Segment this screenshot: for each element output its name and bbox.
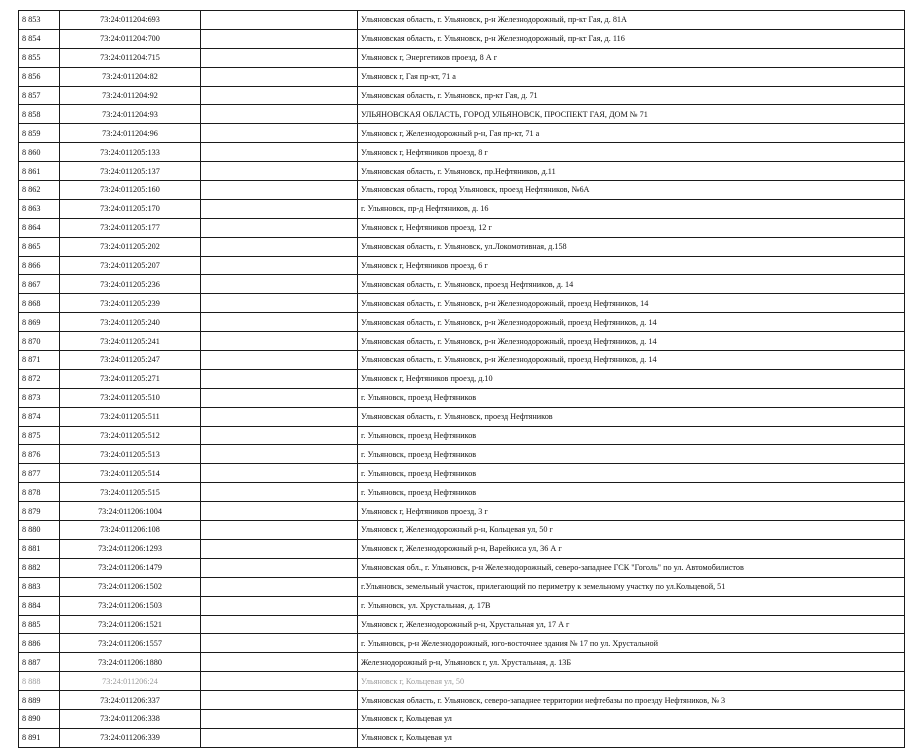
row-number-cell: 8 879 — [19, 502, 60, 521]
address-cell: Ульяновская область, г. Ульяновск, р-н Железнодорожный, пр-кт Гая, д. 116 — [358, 29, 905, 48]
table-body — [19, 11, 905, 748]
row-number-cell: 8 853 — [19, 11, 60, 30]
empty-cell — [201, 634, 358, 653]
table-row — [19, 596, 905, 615]
row-number-cell: 8 877 — [19, 464, 60, 483]
table-row — [19, 558, 905, 577]
row-number-cell: 8 880 — [19, 521, 60, 540]
cadastral-number-cell: 73:24:011205:137 — [60, 162, 201, 181]
empty-cell — [201, 426, 358, 445]
table-row — [19, 502, 905, 521]
row-number-cell: 8 863 — [19, 199, 60, 218]
address-cell: г. Ульяновск, проезд Нефтяников — [358, 426, 905, 445]
empty-cell — [201, 162, 358, 181]
address-cell: Ульяновск г, Железнодорожный р-н, Варейкиса ул, 36 А г — [358, 539, 905, 558]
address-cell: Ульяновская область, г. Ульяновск, ул.Локомотивная, д.158 — [358, 237, 905, 256]
cadastral-number-cell: 73:24:011205:512 — [60, 426, 201, 445]
address-cell: г. Ульяновск, ул. Хрустальная, д. 17В — [358, 596, 905, 615]
cadastral-number-cell: 73:24:011206:1503 — [60, 596, 201, 615]
table-row — [19, 181, 905, 200]
empty-cell — [201, 313, 358, 332]
table-row — [19, 48, 905, 67]
row-number-cell: 8 866 — [19, 256, 60, 275]
empty-cell — [201, 67, 358, 86]
table-row — [19, 577, 905, 596]
empty-cell — [201, 143, 358, 162]
cadastral-number-cell: 73:24:011206:1521 — [60, 615, 201, 634]
address-cell: Ульяновская область, г. Ульяновск, проезд Нефтяников, д. 14 — [358, 275, 905, 294]
empty-cell — [201, 11, 358, 30]
table-row — [19, 483, 905, 502]
table-row — [19, 162, 905, 181]
empty-cell — [201, 369, 358, 388]
table-row — [19, 237, 905, 256]
row-number-cell: 8 891 — [19, 728, 60, 747]
cadastral-number-cell: 73:24:011205:177 — [60, 218, 201, 237]
cadastral-register-table — [18, 10, 905, 748]
cadastral-number-cell: 73:24:011205:239 — [60, 294, 201, 313]
empty-cell — [201, 709, 358, 728]
address-cell: Ульяновская область, г. Ульяновск, пр-кт Гая, д. 71 — [358, 86, 905, 105]
row-number-cell: 8 862 — [19, 181, 60, 200]
address-cell: Ульяновск г, Железнодорожный р-н, Хрустальная ул, 17 А г — [358, 615, 905, 634]
cadastral-number-cell: 73:24:011205:271 — [60, 369, 201, 388]
cadastral-number-cell: 73:24:011205:170 — [60, 199, 201, 218]
cadastral-number-cell: 73:24:011205:133 — [60, 143, 201, 162]
row-number-cell: 8 885 — [19, 615, 60, 634]
table-row — [19, 728, 905, 747]
empty-cell — [201, 199, 358, 218]
row-number-cell: 8 875 — [19, 426, 60, 445]
cadastral-number-cell: 73:24:011206:339 — [60, 728, 201, 747]
address-cell: Ульяновск г, Нефтяников проезд, 3 г — [358, 502, 905, 521]
address-cell: Ульяновская обл., г. Ульяновск, р-н Железнодорожный, северо-западнее ГСК "Гоголь" по ул. Автомобилистов — [358, 558, 905, 577]
table-row — [19, 351, 905, 370]
empty-cell — [201, 388, 358, 407]
table-row — [19, 29, 905, 48]
table-row — [19, 199, 905, 218]
row-number-cell: 8 871 — [19, 351, 60, 370]
table-row — [19, 634, 905, 653]
table-row — [19, 294, 905, 313]
cadastral-number-cell: 73:24:011204:92 — [60, 86, 201, 105]
row-number-cell: 8 886 — [19, 634, 60, 653]
row-number-cell: 8 869 — [19, 313, 60, 332]
cadastral-number-cell: 73:24:011206:24 — [60, 672, 201, 691]
row-number-cell: 8 855 — [19, 48, 60, 67]
table-row — [19, 539, 905, 558]
address-cell: г. Ульяновск, проезд Нефтяников — [358, 464, 905, 483]
cadastral-number-cell: 73:24:011204:93 — [60, 105, 201, 124]
row-number-cell: 8 854 — [19, 29, 60, 48]
empty-cell — [201, 596, 358, 615]
address-cell: г.Ульяновск, земельный участок, прилегающий по периметру к земельному участку по ул.Кольцевой, 51 — [358, 577, 905, 596]
table-row — [19, 388, 905, 407]
cadastral-number-cell: 73:24:011206:1557 — [60, 634, 201, 653]
table-row — [19, 615, 905, 634]
address-cell: г. Ульяновск, р-н Железнодорожный, юго-восточнее здания № 17 по ул. Хрустальной — [358, 634, 905, 653]
cadastral-number-cell: 73:24:011205:510 — [60, 388, 201, 407]
address-cell: Ульяновск г, Кольцевая ул — [358, 709, 905, 728]
cadastral-number-cell: 73:24:011206:1880 — [60, 653, 201, 672]
cadastral-number-cell: 73:24:011205:160 — [60, 181, 201, 200]
row-number-cell: 8 864 — [19, 218, 60, 237]
table-row — [19, 105, 905, 124]
empty-cell — [201, 218, 358, 237]
row-number-cell: 8 858 — [19, 105, 60, 124]
empty-cell — [201, 181, 358, 200]
cadastral-number-cell: 73:24:011205:240 — [60, 313, 201, 332]
address-cell: Ульяновская область, г. Ульяновск, проезд Нефтяников — [358, 407, 905, 426]
address-cell: Ульяновская область, г. Ульяновск, р-н Железнодорожный, проезд Нефтяников, д. 14 — [358, 351, 905, 370]
table-row — [19, 426, 905, 445]
cadastral-number-cell: 73:24:011206:1293 — [60, 539, 201, 558]
empty-cell — [201, 48, 358, 67]
table-row — [19, 256, 905, 275]
cadastral-number-cell: 73:24:011205:514 — [60, 464, 201, 483]
table-row — [19, 143, 905, 162]
empty-cell — [201, 558, 358, 577]
cadastral-number-cell: 73:24:011206:108 — [60, 521, 201, 540]
cadastral-number-cell: 73:24:011206:1479 — [60, 558, 201, 577]
row-number-cell: 8 878 — [19, 483, 60, 502]
address-cell: Ульяновская область, г. Ульяновск, пр.Нефтяников, д.11 — [358, 162, 905, 181]
empty-cell — [201, 577, 358, 596]
table-row — [19, 218, 905, 237]
row-number-cell: 8 865 — [19, 237, 60, 256]
cadastral-number-cell: 73:24:011205:515 — [60, 483, 201, 502]
table-row — [19, 709, 905, 728]
row-number-cell: 8 857 — [19, 86, 60, 105]
cadastral-number-cell: 73:24:011204:82 — [60, 67, 201, 86]
row-number-cell: 8 861 — [19, 162, 60, 181]
empty-cell — [201, 615, 358, 634]
empty-cell — [201, 351, 358, 370]
empty-cell — [201, 29, 358, 48]
address-cell: Ульяновск г, Железнодорожный р-н, Гая пр-кт, 71 а — [358, 124, 905, 143]
empty-cell — [201, 464, 358, 483]
empty-cell — [201, 653, 358, 672]
address-cell: Ульяновская область, г. Ульяновск, северо-западнее территории нефтебазы по проезду Нефтяников, № 3 — [358, 691, 905, 710]
address-cell: Ульяновск г, Нефтяников проезд, 12 г — [358, 218, 905, 237]
cadastral-number-cell: 73:24:011204:693 — [60, 11, 201, 30]
row-number-cell: 8 859 — [19, 124, 60, 143]
address-cell: Ульяновск г, Нефтяников проезд, д.10 — [358, 369, 905, 388]
empty-cell — [201, 237, 358, 256]
table-row — [19, 124, 905, 143]
table-row — [19, 332, 905, 351]
cadastral-number-cell: 73:24:011205:207 — [60, 256, 201, 275]
row-number-cell: 8 881 — [19, 539, 60, 558]
address-cell: г. Ульяновск, пр-д Нефтяников, д. 16 — [358, 199, 905, 218]
table-row — [19, 86, 905, 105]
row-number-cell: 8 860 — [19, 143, 60, 162]
row-number-cell: 8 872 — [19, 369, 60, 388]
address-cell: Ульяновск г, Энергетиков проезд, 8 А г — [358, 48, 905, 67]
table-row — [19, 672, 905, 691]
address-cell: Ульяновск г, Кольцевая ул — [358, 728, 905, 747]
empty-cell — [201, 691, 358, 710]
empty-cell — [201, 294, 358, 313]
row-number-cell: 8 884 — [19, 596, 60, 615]
address-cell: Ульяновская область, г. Ульяновск, р-н Железнодорожный, проезд Нефтяников, 14 — [358, 294, 905, 313]
row-number-cell: 8 888 — [19, 672, 60, 691]
address-cell: Железнодорожный р-н, Ульяновск г, ул. Хрустальная, д. 13Б — [358, 653, 905, 672]
table-row — [19, 407, 905, 426]
address-cell: Ульяновская область, г. Ульяновск, р-н Железнодорожный, пр-кт Гая, д. 81А — [358, 11, 905, 30]
address-cell: Ульяновская область, г. Ульяновск, р-н Железнодорожный, проезд Нефтяников, д. 14 — [358, 313, 905, 332]
empty-cell — [201, 256, 358, 275]
row-number-cell: 8 882 — [19, 558, 60, 577]
cadastral-number-cell: 73:24:011205:241 — [60, 332, 201, 351]
address-cell: Ульяновск г, Нефтяников проезд, 8 г — [358, 143, 905, 162]
table-row — [19, 313, 905, 332]
cadastral-number-cell: 73:24:011204:700 — [60, 29, 201, 48]
cadastral-number-cell: 73:24:011205:202 — [60, 237, 201, 256]
empty-cell — [201, 332, 358, 351]
table-row — [19, 11, 905, 30]
cadastral-number-cell: 73:24:011206:1004 — [60, 502, 201, 521]
table-row — [19, 691, 905, 710]
address-cell: Ульяновская область, г. Ульяновск, р-н Железнодорожный, проезд Нефтяников, д. 14 — [358, 332, 905, 351]
address-cell: г. Ульяновск, проезд Нефтяников — [358, 483, 905, 502]
empty-cell — [201, 407, 358, 426]
row-number-cell: 8 887 — [19, 653, 60, 672]
table-row — [19, 464, 905, 483]
empty-cell — [201, 521, 358, 540]
cadastral-number-cell: 73:24:011205:236 — [60, 275, 201, 294]
address-cell: Ульяновск г, Нефтяников проезд, 6 г — [358, 256, 905, 275]
row-number-cell: 8 873 — [19, 388, 60, 407]
cadastral-number-cell: 73:24:011205:247 — [60, 351, 201, 370]
row-number-cell: 8 856 — [19, 67, 60, 86]
address-cell: УЛЬЯНОВСКАЯ ОБЛАСТЬ, ГОРОД УЛЬЯНОВСК, ПРОСПЕКТ ГАЯ, ДОМ № 71 — [358, 105, 905, 124]
cadastral-number-cell: 73:24:011205:511 — [60, 407, 201, 426]
table-row — [19, 445, 905, 464]
empty-cell — [201, 105, 358, 124]
row-number-cell: 8 867 — [19, 275, 60, 294]
empty-cell — [201, 445, 358, 464]
empty-cell — [201, 728, 358, 747]
empty-cell — [201, 539, 358, 558]
cadastral-number-cell: 73:24:011204:96 — [60, 124, 201, 143]
empty-cell — [201, 672, 358, 691]
cadastral-number-cell: 73:24:011204:715 — [60, 48, 201, 67]
empty-cell — [201, 124, 358, 143]
table-row — [19, 275, 905, 294]
row-number-cell: 8 876 — [19, 445, 60, 464]
row-number-cell: 8 868 — [19, 294, 60, 313]
cadastral-number-cell: 73:24:011205:513 — [60, 445, 201, 464]
address-cell: г. Ульяновск, проезд Нефтяников — [358, 445, 905, 464]
empty-cell — [201, 275, 358, 294]
table-row — [19, 653, 905, 672]
empty-cell — [201, 86, 358, 105]
table-row — [19, 67, 905, 86]
row-number-cell: 8 874 — [19, 407, 60, 426]
address-cell: Ульяновск г, Железнодорожный р-н, Кольцевая ул, 50 г — [358, 521, 905, 540]
table-row — [19, 521, 905, 540]
address-cell: Ульяновская область, город Ульяновск, проезд Нефтяников, №6А — [358, 181, 905, 200]
row-number-cell: 8 870 — [19, 332, 60, 351]
cadastral-number-cell: 73:24:011206:338 — [60, 709, 201, 728]
address-cell: г. Ульяновск, проезд Нефтяников — [358, 388, 905, 407]
cadastral-number-cell: 73:24:011206:1502 — [60, 577, 201, 596]
cadastral-number-cell: 73:24:011206:337 — [60, 691, 201, 710]
address-cell: Ульяновск г, Гая пр-кт, 71 а — [358, 67, 905, 86]
row-number-cell: 8 890 — [19, 709, 60, 728]
row-number-cell: 8 883 — [19, 577, 60, 596]
row-number-cell: 8 889 — [19, 691, 60, 710]
empty-cell — [201, 483, 358, 502]
address-cell: Ульяновск г, Кольцевая ул, 50 — [358, 672, 905, 691]
table-row — [19, 369, 905, 388]
empty-cell — [201, 502, 358, 521]
